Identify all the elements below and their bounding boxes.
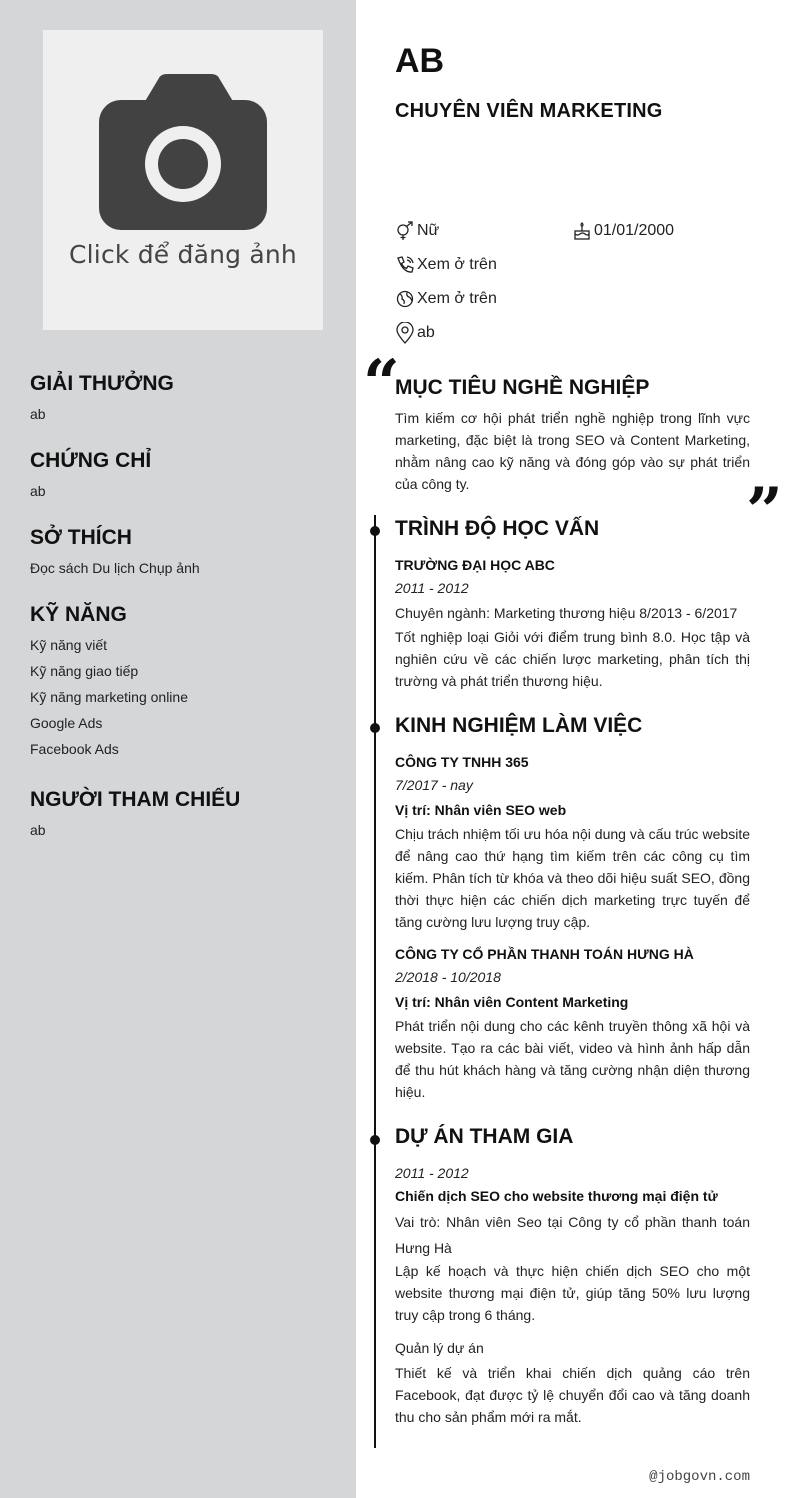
timeline-line — [374, 515, 376, 1448]
skill-item: Kỹ năng marketing online — [30, 689, 188, 705]
website-value: Xem ở trên — [417, 290, 497, 307]
certificates-section — [30, 449, 330, 504]
globe-icon — [395, 289, 415, 309]
skill-item: Kỹ năng giao tiếp — [30, 663, 139, 679]
experience-title: KINH NGHIỆM LÀM VIỆC — [395, 714, 643, 737]
education-major: Chuyên ngành: Marketing thương hiệu 8/2013 - 6/2017 — [395, 605, 738, 621]
birthday-value: 01/01/2000 — [594, 222, 675, 239]
awards-title: GIẢI THƯỞNG — [30, 372, 174, 395]
timeline-dot — [370, 526, 380, 536]
references-section — [30, 788, 330, 843]
phone-info — [395, 253, 497, 277]
hobbies-text: Đọc sách Du lịch Chụp ảnh — [30, 560, 200, 576]
school-name: TRƯỜNG ĐẠI HỌC ABC — [395, 557, 555, 573]
objective-text: Tìm kiếm cơ hội phát triển nghề nghiệp trong lĩnh vực marketing, đặc biệt là trong SEO và Content Marketing, nhằm nâng cao kỹ năng và đóng góp vào sự phát triển của công ty. — [395, 410, 750, 492]
address-value: ab — [417, 324, 435, 341]
project-name: Chiến dịch SEO cho website thương mại điện tử — [395, 1188, 718, 1204]
main-content — [356, 0, 790, 1498]
projects-title: DỰ ÁN THAM GIA — [395, 1125, 574, 1148]
project-period: 2011 - 2012 — [395, 1165, 469, 1181]
candidate-name: AB — [395, 42, 445, 80]
photo-upload-label: Click để đăng ảnh — [69, 240, 297, 269]
phone-value: Xem ở trên — [417, 256, 497, 273]
skill-item: Facebook Ads — [30, 741, 119, 757]
project-description: Lập kế hoạch và thực hiện chiến dịch SEO cho một website thương mại điện tử, giúp tăng 50% lưu lượng truy cập trong 6 tháng. — [395, 1263, 750, 1323]
skills-section — [30, 603, 330, 762]
project-role: Vai trò: Nhân viên Seo tại Công ty cổ phần thanh toán Hưng Hà — [395, 1214, 750, 1256]
certificates-text: ab — [30, 483, 46, 499]
timeline-dot — [370, 723, 380, 733]
job-position: Vị trí: Nhân viên SEO web — [395, 802, 567, 818]
job-company: CÔNG TY TNHH 365 — [395, 754, 529, 770]
skills-title: KỸ NĂNG — [30, 603, 127, 626]
gender-value: Nữ — [417, 222, 440, 239]
job-description: Phát triển nội dung cho các kênh truyền thông xã hội và website. Tạo ra các bài viết, video và hình ảnh hấp dẫn để thu hút khách hàng và tăng cường nhận diện thương hiệu. — [395, 1018, 750, 1100]
cake-icon — [572, 221, 592, 241]
references-text: ab — [30, 822, 46, 838]
location-pin-icon — [395, 323, 415, 343]
references-title: NGƯỜI THAM CHIẾU — [30, 788, 241, 811]
hobbies-title: SỞ THÍCH — [30, 526, 132, 549]
gender-icon — [395, 221, 415, 241]
quote-close-icon: ” — [746, 474, 783, 549]
phone-icon — [395, 255, 415, 275]
job-period: 2/2018 - 10/2018 — [395, 969, 501, 985]
gender-info — [395, 219, 439, 243]
photo-upload[interactable] — [43, 30, 323, 330]
project-role-secondary: Quản lý dự án — [395, 1340, 484, 1356]
address-info — [395, 321, 435, 345]
sidebar — [0, 0, 356, 1498]
project-description-secondary: Thiết kế và triển khai chiến dịch quảng cáo trên Facebook, đạt được tỷ lệ chuyển đổi cao và tăng doanh thu cho sản phẩm mới ra mắt. — [395, 1365, 750, 1425]
skill-item: Google Ads — [30, 715, 103, 731]
objective-title: MỤC TIÊU NGHỀ NGHIỆP — [395, 376, 650, 399]
job-description: Chịu trách nhiệm tối ưu hóa nội dung và cấu trúc website để nâng cao thứ hạng tìm kiếm trên các công cụ tìm kiếm. Phân tích từ khóa và theo dõi hiệu suất SEO, đồng thời thực hiện các chiến dịch marketing trực tuyến để tăng cường lưu lượng truy cập. — [395, 826, 750, 930]
candidate-title: CHUYÊN VIÊN MARKETING — [395, 100, 663, 122]
education-description: Tốt nghiệp loại Giỏi với điểm trung bình 8.0. Học tập và nghiên cứu về các chiến lược marketing, phân tích thị trường và phát triển thương hiệu. — [395, 629, 750, 689]
certificates-title: CHỨNG CHỈ — [30, 449, 152, 472]
timeline-dot — [370, 1135, 380, 1145]
job-company: CÔNG TY CỔ PHẦN THANH TOÁN HƯNG HÀ — [395, 946, 694, 962]
website-info — [395, 287, 497, 311]
quote-open-icon: “ — [363, 346, 400, 421]
awards-text: ab — [30, 406, 46, 422]
education-period: 2011 - 2012 — [395, 580, 469, 596]
job-period: 7/2017 - nay — [395, 777, 473, 793]
hobbies-section — [30, 526, 330, 581]
birthday-info — [572, 219, 674, 243]
awards-section — [30, 372, 330, 427]
skill-item: Kỹ năng viết — [30, 637, 108, 653]
education-title: TRÌNH ĐỘ HỌC VẤN — [395, 517, 600, 540]
footer-credit: @jobgovn.com — [649, 1469, 750, 1485]
camera-icon — [99, 74, 267, 234]
job-position: Vị trí: Nhân viên Content Marketing — [395, 994, 629, 1010]
